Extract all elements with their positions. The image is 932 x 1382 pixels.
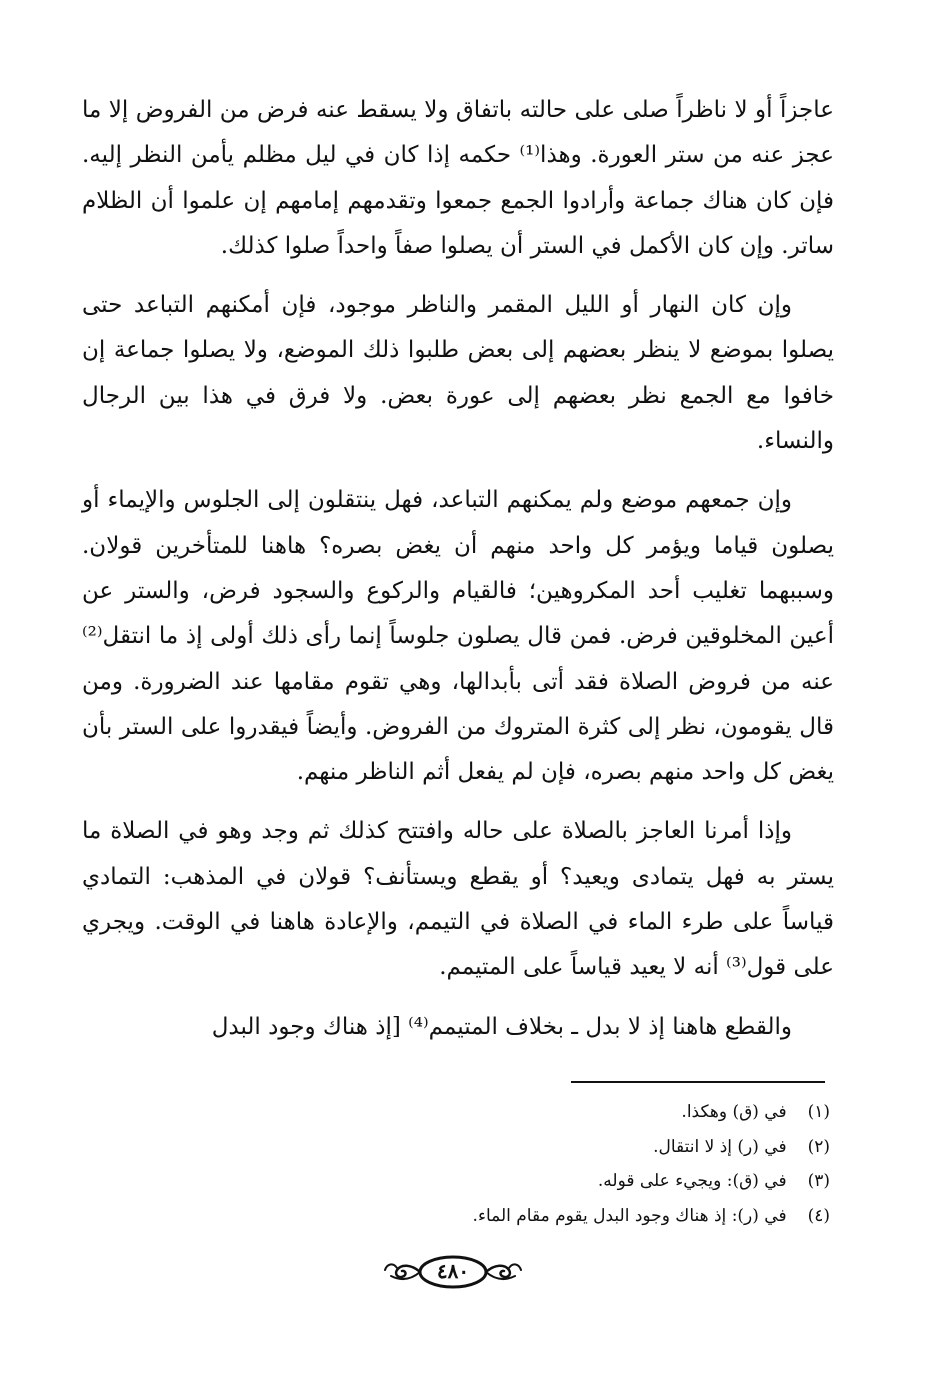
paragraph-1: عاجزاً أو لا ناظراً صلى على حالته باتفاق ولا يسقط عنه فرض من الفروض إلا ما عجز عنه من ستر العورة. وهذا⁽¹⁾ حكمه إذا كان في ليل مظلم يأمن النظر إليه. فإن كان هناك جماعة وأرادوا الجمع جمعوا وتقدمهم إمامهم إن علموا أن الظلام ساتر. وإن كان الأكمل في الستر أن يصلوا صفاً واحداً صلوا كذلك. <box>82 97 834 259</box>
paragraph-3: وإن جمعهم موضع ولم يمكنهم التباعد، فهل ينتقلون إلى الجلوس والإيماء أو يصلون قياما ويؤمر كل واحد منهم أن يغض بصره؟ هاهنا للمتأخرين قولان. وسببهما تغليب أحد المكروهين؛ فالقيام والركوع والسجود فرض، والستر عن أعين المخلوقين فرض. فمن قال يصلون جلوساً إنما رأى ذلك أولى إذ ما انتقل⁽²⁾ عنه من فروض الصلاة فقد أتى بأبدالها، وهي تقوم مقامها عند الضرورة. ومن قال يقومون، نظر إلى كثرة المتروك من الفروض. وأيضاً فيقدروا على الستر بأن يغض كل واحد منهم بصره، فإن لم يفعل أثم الناظر منهم. <box>82 487 834 786</box>
main-text <box>82 88 834 1050</box>
footnote-number: (٣) <box>807 1171 830 1191</box>
footnote-4 <box>300 1199 830 1234</box>
footnote-1 <box>300 1095 830 1130</box>
footnote-number: (١) <box>807 1102 830 1122</box>
footnote-text: في (ق) وهكذا. <box>681 1102 787 1122</box>
page-number: ٤٨٠ <box>436 1259 470 1283</box>
footnote-separator <box>571 1081 825 1083</box>
footnote-text: في (ر) إذ لا انتقال. <box>653 1136 787 1157</box>
footnote-text: في (ق): ويجيء على قوله. <box>597 1171 787 1191</box>
footnote-3 <box>300 1164 830 1199</box>
paragraph-5: والقطع هاهنا إذ لا بدل ـ بخلاف المتيمم⁽⁴⁾ [إذ هناك وجود البدل <box>211 1013 792 1040</box>
footnote-number: (٢) <box>807 1136 830 1157</box>
page-number-ornament <box>383 1250 523 1294</box>
footnotes <box>300 1095 830 1233</box>
footnote-number: (٤) <box>807 1205 830 1226</box>
paragraph-2: وإن كان النهار أو الليل المقمر والناظر موجود، فإن أمكنهم التباعد حتى يصلوا بموضع لا ينظر بعضهم إلى بعض طلبوا ذلك الموضع، ولا يصلوا جماعة إن خافوا مع الجمع نظر بعضهم إلى عورة بعض. ولا فرق في هذا بين الرجال والنساء. <box>82 292 834 455</box>
footnote-text: في (ر): إذ هناك وجود البدل يقوم مقام الماء. <box>472 1205 787 1226</box>
footnote-2 <box>300 1130 830 1165</box>
paragraph-4: وإذا أمرنا العاجز بالصلاة على حاله وافتتح كذلك ثم وجد وهو في الصلاة ما يستر به فهل يتمادى ويعيد؟ أو يقطع ويستأنف؟ قولان في المذهب: التمادي قياساً على طرء الماء في الصلاة في التيمم، والإعادة هاهنا في الوقت. ويجري على قول⁽³⁾ أنه لا يعيد قياساً على المتيمم. <box>82 818 834 981</box>
